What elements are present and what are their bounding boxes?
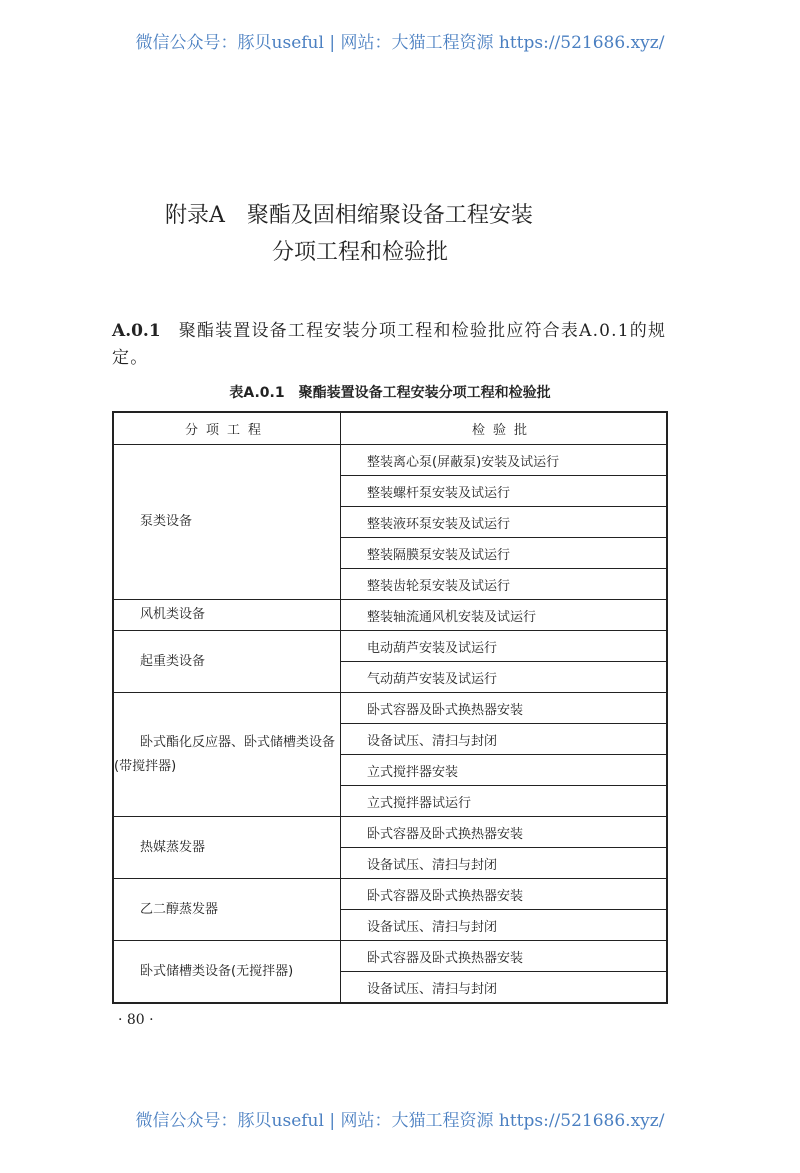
inspection-lot-cell: 设备试压、清扫与封闭 xyxy=(341,848,668,879)
inspection-lot-cell: 整装轴流通风机安装及试运行 xyxy=(341,600,668,631)
subitem-cell: 风机类设备 xyxy=(113,600,341,631)
header-inspection-lot: 检验批 xyxy=(341,412,668,445)
table-row xyxy=(113,631,667,662)
table-row xyxy=(113,879,667,910)
inspection-lot-cell: 整装离心泵(屏蔽泵)安装及试运行 xyxy=(341,445,668,476)
clause-paragraph xyxy=(112,318,672,372)
inspection-lot-cell: 整装隔膜泵安装及试运行 xyxy=(341,538,668,569)
subitem-cell: 热媒蒸发器 xyxy=(113,817,341,879)
table-row xyxy=(113,445,667,476)
appendix-title-line2: 分项工程和检验批 xyxy=(272,240,449,265)
inspection-lot-cell: 卧式容器及卧式换热器安装 xyxy=(341,941,668,972)
subitem-cell: 卧式储槽类设备(无搅拌器) xyxy=(113,941,341,1004)
table-caption: 表A.0.1 聚酯装置设备工程安装分项工程和检验批 xyxy=(229,385,551,401)
inspection-lot-cell: 立式搅拌器安装 xyxy=(341,755,668,786)
inspection-lot-cell: 卧式容器及卧式换热器安装 xyxy=(341,817,668,848)
clause-text: 聚酯装置设备工程安装分项工程和检验批应符合表A.0.1的规定。 xyxy=(112,321,667,368)
table-row xyxy=(113,817,667,848)
inspection-lot-cell: 卧式容器及卧式换热器安装 xyxy=(341,693,668,724)
inspection-lot-cell: 设备试压、清扫与封闭 xyxy=(341,724,668,755)
inspection-lot-cell: 电动葫芦安装及试运行 xyxy=(341,631,668,662)
page-number: · 80 · xyxy=(118,1012,154,1028)
appendix-title-line1: 附录A 聚酯及固相缩聚设备工程安装 xyxy=(165,203,533,228)
inspection-lot-cell: 整装螺杆泵安装及试运行 xyxy=(341,476,668,507)
subitem-cell: 起重类设备 xyxy=(113,631,341,693)
clause-number: A.0.1 xyxy=(112,321,161,341)
watermark-top: 微信公众号：豚贝useful | 网站：大猫工程资源 https://521686.xyz/ xyxy=(135,33,665,53)
subitem-cell: 卧式酯化反应器、卧式储槽类设备(带搅拌器) xyxy=(113,693,341,817)
table-row xyxy=(113,600,667,631)
table-row xyxy=(113,941,667,972)
inspection-lot-cell: 卧式容器及卧式换热器安装 xyxy=(341,879,668,910)
inspection-lot-cell: 气动葫芦安装及试运行 xyxy=(341,662,668,693)
inspection-lot-cell: 整装液环泵安装及试运行 xyxy=(341,507,668,538)
subitem-cell: 乙二醇蒸发器 xyxy=(113,879,341,941)
inspection-table xyxy=(112,411,668,1004)
inspection-lot-cell: 设备试压、清扫与封闭 xyxy=(341,910,668,941)
watermark-bottom: 微信公众号：豚贝useful | 网站：大猫工程资源 https://521686.xyz/ xyxy=(135,1111,665,1131)
inspection-lot-cell: 设备试压、清扫与封闭 xyxy=(341,972,668,1004)
subitem-cell: 泵类设备 xyxy=(113,445,341,600)
inspection-lot-cell: 立式搅拌器试运行 xyxy=(341,786,668,817)
header-subitem: 分项工程 xyxy=(113,412,341,445)
inspection-lot-cell: 整装齿轮泵安装及试运行 xyxy=(341,569,668,600)
table-row xyxy=(113,693,667,724)
